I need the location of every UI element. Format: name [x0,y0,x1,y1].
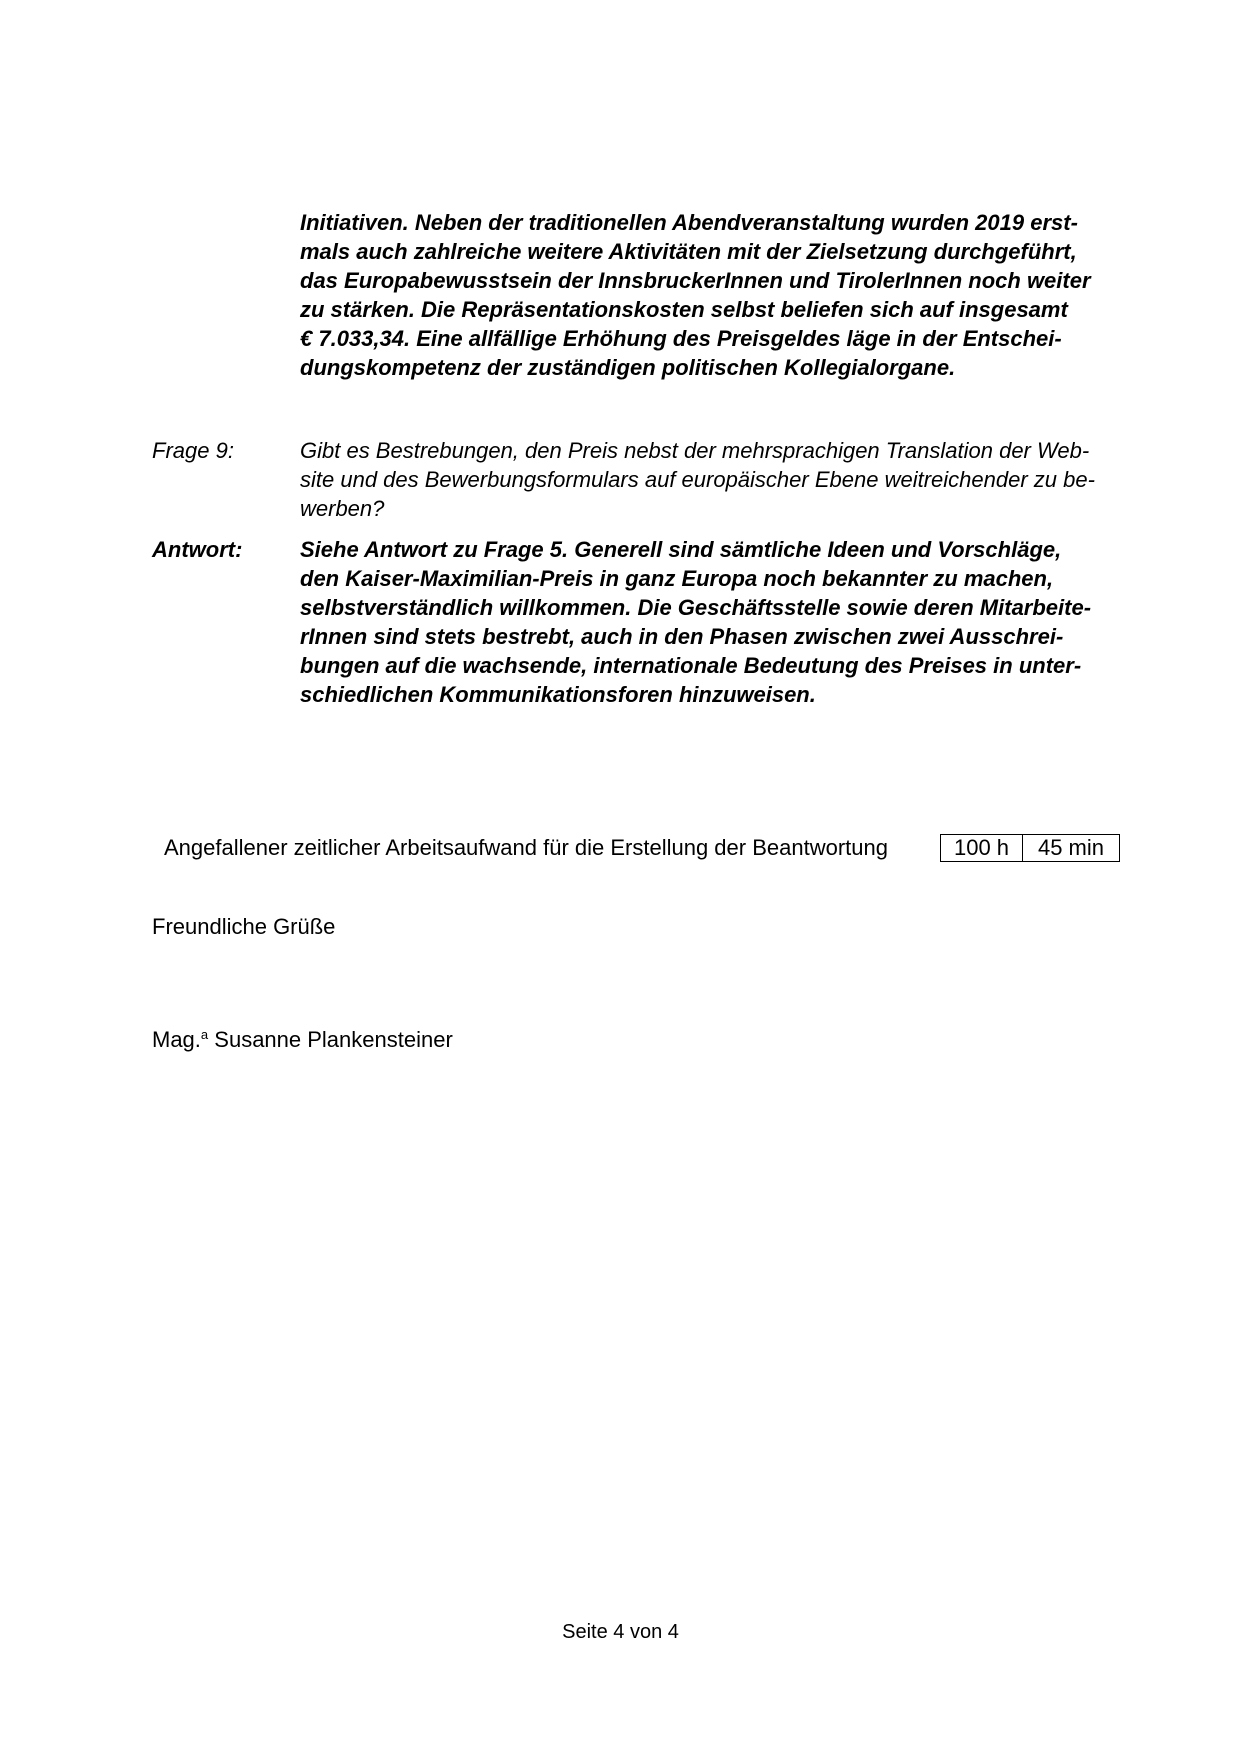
closing-greeting: Freundliche Grüße [152,914,336,939]
answer-9-line: Siehe Antwort zu Frage 5. Generell sind sämtliche Ideen und Vorschläge, [300,537,1062,562]
answer-8-line: das Europabewusstsein der InnsbruckerInnen und TirolerInnen noch weiter [300,268,1091,293]
signature-ordinal: a [200,1027,209,1042]
answer-9-line: rInnen sind stets bestrebt, auch in den Phasen zwischen zwei Ausschrei- [300,624,1064,649]
answer-8-line: zu stärken. Die Repräsentationskosten selbst beliefen sich auf insgesamt [300,297,1068,322]
effort-table [940,834,1120,862]
question-9-line: Gibt es Bestrebungen, den Preis nebst der mehrsprachigen Translation der Web- [300,438,1090,463]
signature-prefix: Mag. [152,1027,201,1052]
question-9-line: site und des Bewerbungsformulars auf europäischer Ebene weitreichender zu be- [300,467,1095,492]
effort-text: Angefallener zeitlicher Arbeitsaufwand für die Erstellung der Beantwortung [164,835,888,860]
answer-9-line: bungen auf die wachsende, internationale Bedeutung des Preises in unter- [300,653,1082,678]
signature-name: Susanne Plankensteiner [214,1027,453,1052]
question-9-line: werben? [300,496,385,521]
answer-9-line: schiedlichen Kommunikationsforen hinzuweisen. [300,682,816,707]
answer-8-line: mals auch zahlreiche weitere Aktivitäten mit der Zielsetzung durchgeführt, [300,239,1077,264]
answer-8-line: € 7.033,34. Eine allfällige Erhöhung des Preisgeldes läge in der Entschei- [300,326,1062,351]
question-9-label: Frage 9: [152,438,234,463]
answer-8-line: dungskompetenz der zuständigen politischen Kollegialorgane. [300,355,956,380]
effort-hours: 100 h [941,835,1023,861]
effort-minutes: 45 min [1037,835,1105,860]
answer-8-line: Initiativen. Neben der traditionellen Abendveranstaltung wurden 2019 erst- [300,210,1078,235]
answer-9-line: den Kaiser-Maximilian-Preis in ganz Europa noch bekannter zu machen, [300,566,1054,591]
answer-9-label: Antwort: [152,537,243,562]
signature [152,1025,453,1054]
answer-9-line: selbstverständlich willkommen. Die Geschäftsstelle sowie deren Mitarbeite- [300,595,1092,620]
page-number: Seite 4 von 4 [562,1621,679,1643]
